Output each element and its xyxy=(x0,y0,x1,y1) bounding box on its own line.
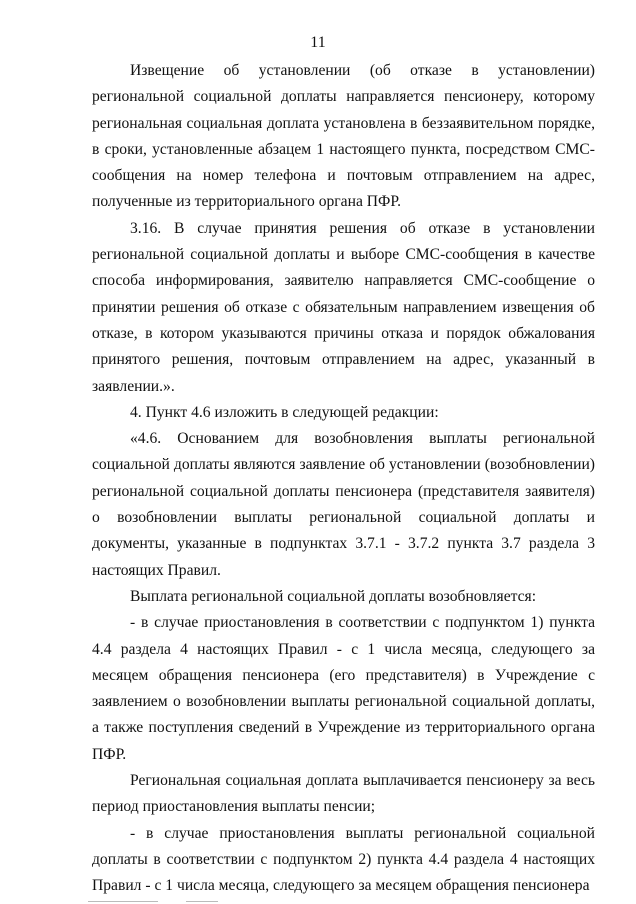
document-body xyxy=(92,58,595,900)
paragraph-resumption: Выплата региональной социальной доплаты возобновляется: xyxy=(130,587,537,605)
page-number: 11 xyxy=(310,34,326,51)
paragraph-notice: Извещение об установлении (об отказе в установлении) региональной социальной доплаты направляется пенсионеру, которому региональная социальная доплата установлена в беззаявительном порядке, в сроки, установленные абзацем 1 настоящего пункта, посредством СМС-сообщения на номер телефона и почтовым отправлением на адрес, полученные из территориального органа ПФР. xyxy=(92,62,595,211)
paragraph-4-6: «4.6. Основанием для возобновления выплаты региональной социальной доплаты являются заявление об установлении (возобновлении) региональной социальной доплаты пенсионера (представителя заявителя) о возобновлении выплаты региональной социальной доплаты и документы, указанные в подпунктах 3.7.1 - 3.7.2 пункта 3.7 раздела 3 настоящих Правил. xyxy=(92,430,595,579)
paragraph-full-period: Региональная социальная доплата выплачивается пенсионеру за весь период приостановления выплаты пенсии; xyxy=(92,772,595,816)
scan-artifact xyxy=(88,901,158,902)
paragraph-case-2: - в случае приостановления выплаты региональной социальной доплаты в соответствии с подпунктом 2) пункта 4.4 раздела 4 настоящих Правил - с 1 числа месяца, следующего за месяцем обращения пенсионера xyxy=(92,824,595,895)
scan-artifact xyxy=(186,901,218,902)
paragraph-item-4: 4. Пункт 4.6 изложить в следующей редакции: xyxy=(130,403,439,421)
paragraph-case-1: - в случае приостановления в соответствии с подпунктом 1) пункта 4.4 раздела 4 настоящих Правил - с 1 числа месяца, следующего за месяцем обращения пенсионера (его представителя) в Учреждение с заявлением о возобновлении выплаты региональной социальной доплаты, а также поступления сведений в Учреждение из территориального органа ПФР. xyxy=(92,614,595,763)
paragraph-3-16: 3.16. В случае принятия решения об отказе в установлении региональной социальной доплаты и выборе СМС-сообщения в качестве способа информирования, заявителю направляется СМС-сообщение о принятии решения об отказе с обязательным направлением извещения об отказе, в котором указываются причины отказа и порядок обжалования принятого решения, почтовым отправлением на адрес, указанный в заявлении.». xyxy=(92,219,595,395)
